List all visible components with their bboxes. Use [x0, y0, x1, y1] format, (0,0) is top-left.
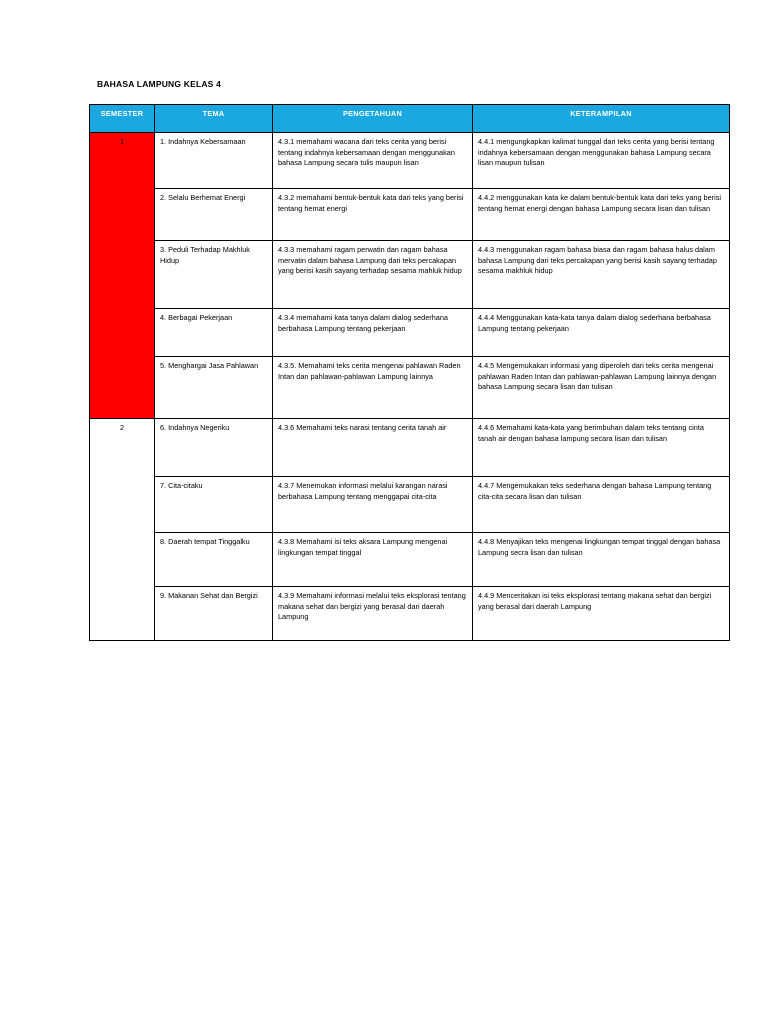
semester-cell-1: 1: [90, 133, 155, 419]
pengetahuan-cell: 4.3.2 memahami bentuk-bentuk kata dari teks yang berisi tentang hemat energi: [273, 189, 473, 241]
pengetahuan-cell: 4.3.9 Memahami informasi melalui teks eksplorasi tentang makana sehat dan bergizi yang berasal dari daerah Lampung: [273, 587, 473, 641]
tema-cell: 1. Indahnya Kebersamaan: [155, 133, 273, 189]
keterampilan-cell: 4.4.2 menggunakan kata ke dalam bentuk-bentuk kata dari teks yang berisi tentang hemat energi dengan bahasa Lampung secara lisan dan tulisan: [473, 189, 730, 241]
tema-cell: 9. Makanan Sehat dan Bergizi: [155, 587, 273, 641]
pengetahuan-cell: 4.3.6 Memahami teks narasi tentang cerita tanah air: [273, 419, 473, 477]
keterampilan-cell: 4.4.9 Menceritakan isi teks eksplorasi tentang makana sehat dan bergizi yang berasal dari daerah Lampung: [473, 587, 730, 641]
header-semester: SEMESTER: [90, 105, 155, 133]
page-title: BAHASA LAMPUNG KELAS 4: [97, 79, 222, 89]
curriculum-table: [89, 104, 730, 641]
header-keterampilan: KETERAMPILAN: [473, 105, 730, 133]
table-row: [90, 133, 730, 189]
tema-cell: 2. Selalu Berhemat Energi: [155, 189, 273, 241]
header-tema: TEMA: [155, 105, 273, 133]
tema-cell: 7. Cita-citaku: [155, 477, 273, 533]
table-row: [90, 477, 730, 533]
pengetahuan-cell: 4.3.7 Menemukan informasi melalui karangan narasi berbahasa Lampung tentang menggapai cita-cita: [273, 477, 473, 533]
table-header-row: [90, 105, 730, 133]
tema-cell: 6. Indahnya Negeriku: [155, 419, 273, 477]
header-pengetahuan: PENGETAHUAN: [273, 105, 473, 133]
keterampilan-cell: 4.4.8 Menyajikan teks mengenai lingkungan tempat tinggal dengan bahasa Lampung secra lisan dan tulisan: [473, 533, 730, 587]
keterampilan-cell: 4.4.5 Mengemukakan informasi yang diperoleh dari teks cerita mengenai pahlawan Raden Intan dan pahlawan-pahlawan Lampung lainnya dengan bahasa Lampung secara lisan dan tulisan: [473, 357, 730, 419]
tema-cell: 4. Berbagai Pekerjaan: [155, 309, 273, 357]
keterampilan-cell: 4.4.1 mengungkapkan kalimat tunggal dari teks cerita yang berisi tentang indahnya kebersamaan dengan menggunakan bahasa Lampung secara lisan maupun tulisan: [473, 133, 730, 189]
keterampilan-cell: 4.4.4 Menggunakan kata-kata tanya dalam dialog sederhana berbahasa Lampung tentang pekerjaan: [473, 309, 730, 357]
table-row: [90, 587, 730, 641]
semester-cell-2: 2: [90, 419, 155, 641]
pengetahuan-cell: 4.3.4 memahami kata tanya dalam dialog sederhana berbahasa Lampung tentang pekerjaan: [273, 309, 473, 357]
keterampilan-cell: 4.4.6 Memahami kata-kata yang berimbuhan dalam teks tentang cinta tanah air dengan bahasa lampung secara lisan dan tulisan: [473, 419, 730, 477]
keterampilan-cell: 4.4.3 menggunakan ragam bahasa biasa dan ragam bahasa halus dalam bahasa Lampung dari teks percakapan yang berisi kasih sayang terhadap sesama makhluk hidup: [473, 241, 730, 309]
table-row: [90, 357, 730, 419]
table-row: [90, 241, 730, 309]
table-row: [90, 533, 730, 587]
table-row: [90, 309, 730, 357]
keterampilan-cell: 4.4.7 Mengemukakan teks sederhana dengan bahasa Lampung tentang cita-cita secara lisan dan tulisan: [473, 477, 730, 533]
pengetahuan-cell: 4.3.5. Memahami teks cerita mengenai pahlawan Raden Intan dan pahlawan-pahlawan Lampung lainnya: [273, 357, 473, 419]
table-row: [90, 419, 730, 477]
pengetahuan-cell: 4.3.8 Memahami isi teks aksara Lampung mengenai lingkungan tempat tinggal: [273, 533, 473, 587]
tema-cell: 3. Peduli Terhadap Makhluk Hidup: [155, 241, 273, 309]
tema-cell: 8. Daerah tempat Tinggalku: [155, 533, 273, 587]
tema-cell: 5. Menghargai Jasa Pahlawan: [155, 357, 273, 419]
pengetahuan-cell: 4.3.3 memahami ragam perwatin dan ragam bahasa mervatin dalam bahasa Lampung dari teks percakapan yang berisi kasih sayang terhadap sesama mahluk hidup: [273, 241, 473, 309]
pengetahuan-cell: 4.3.1 memahami wacana dari teks cerita yang berisi tentang indahnya kebersamaan dengan menggunakan bahasa Lampung secara tulis maupun lisan: [273, 133, 473, 189]
table-row: [90, 189, 730, 241]
